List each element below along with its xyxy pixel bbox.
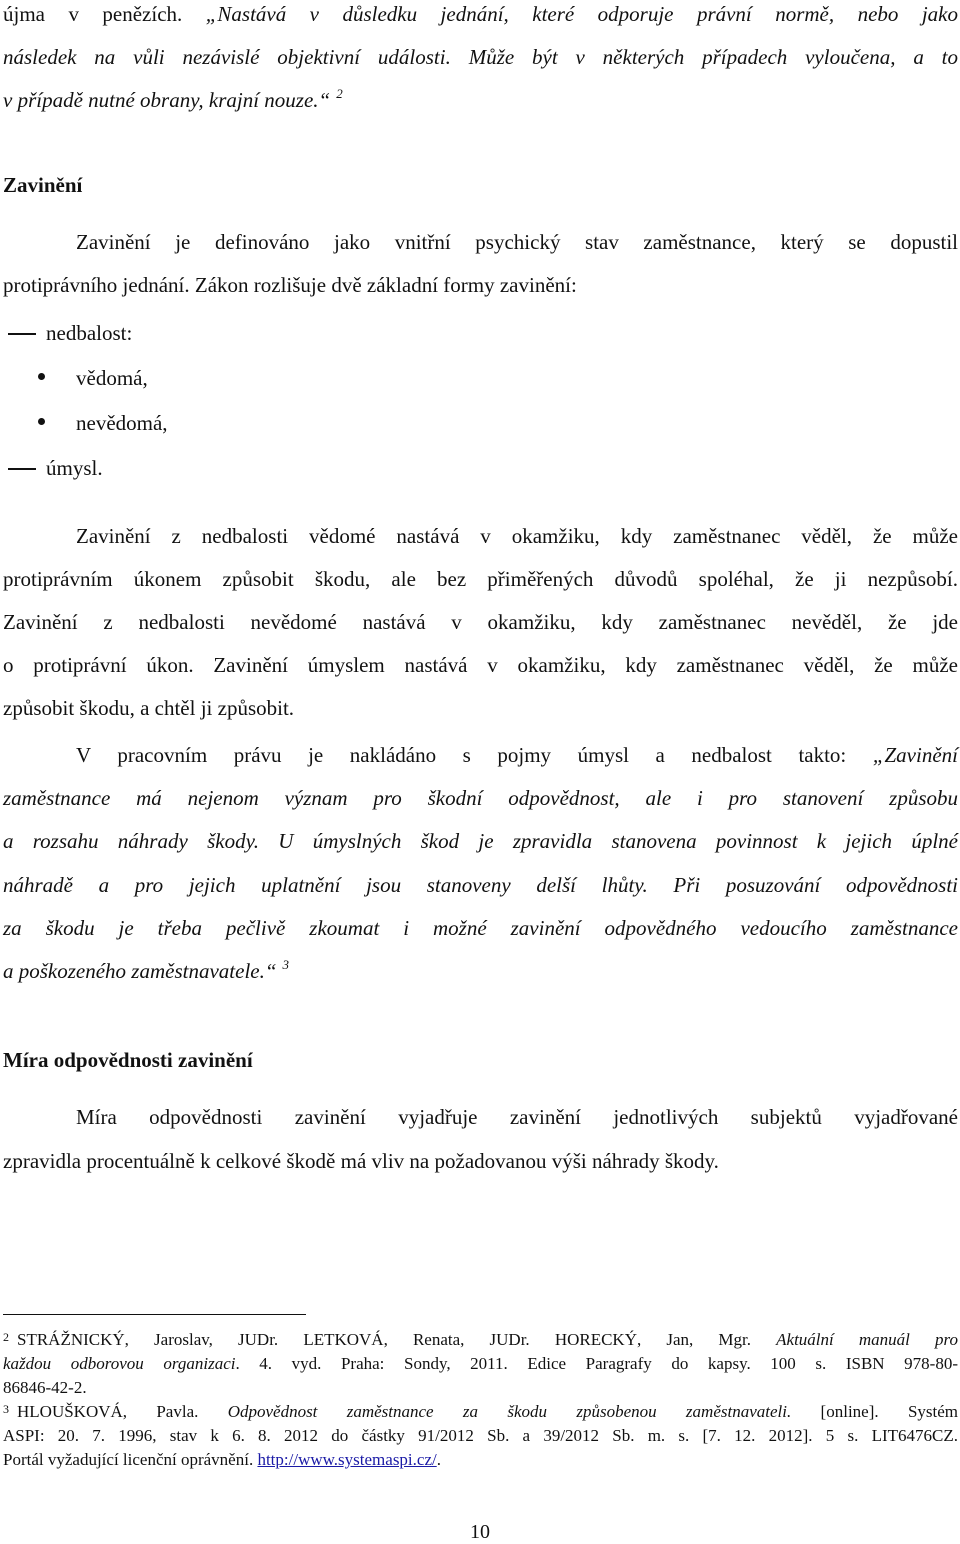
paragraph-2-line-5: způsobit škodu, a chtěl ji způsobit. xyxy=(3,696,295,720)
list-dash-marker xyxy=(8,333,36,335)
section-heading-zavineni: Zavinění xyxy=(3,173,83,197)
intro-line-2: následek na vůli nezávislé objektivní události. Může být v některých případech vyloučena, a to xyxy=(3,45,958,69)
bullet-marker xyxy=(38,418,45,425)
footnote-3-line-2: ASPI: 20. 7. 1996, stav k 6. 8. 2012 do částky 91/2012 Sb. a 39/2012 Sb. m. s. [7. 12. 2012]. 5 s. LIT6476CZ. xyxy=(3,1426,958,1445)
footnote-ref-2: 2 xyxy=(336,86,343,101)
footnote-separator xyxy=(3,1314,306,1315)
paragraph-2-line-2: protiprávním úkonem způsobit škodu, ale bez přiměřených důvodů spoléhal, že ji nezpůsobí. xyxy=(3,567,958,591)
intro-line-3: v případě nutné obrany, krajní nouze.“ $^2$ xyxy=(3,86,343,112)
paragraph-3-line-1: V pracovním právu je nakládáno s pojmy úmysl a nedbalost takto: „Zavinění xyxy=(76,743,958,767)
paragraph-2-line-3: Zavinění z nedbalosti nevědomé nastává v okamžiku, kdy zaměstnanec nevěděl, že jde xyxy=(3,610,958,634)
bullet-marker xyxy=(38,373,45,380)
paragraph-3-line-2: zaměstnance má nejenom význam pro škodní odpovědnost, ale i pro stanovení způsobu xyxy=(3,786,958,810)
footnote-2-line-3: 86846-42-2. xyxy=(3,1378,87,1397)
footnote-2-line-2: každou odborovou organizaci. 4. vyd. Praha: Sondy, 2011. Edice Paragrafy do kapsy. 100 s. ISBN 978-80- xyxy=(3,1354,958,1373)
footnote-ref-3: 3 xyxy=(282,957,290,972)
page-number: 10 xyxy=(470,1521,490,1543)
paragraph-3-line-6: a poškozeného zaměstnavatele.“ $^3$ xyxy=(3,957,290,983)
systemaspi-link[interactable]: http://www.systemaspi.cz/ xyxy=(257,1450,437,1469)
footnote-3-line-3: Portál vyžadující licenční oprávnění. http://www.systemaspi.cz/. xyxy=(3,1450,441,1469)
paragraph-1-line-2: protiprávního jednání. Zákon rozlišuje dvě základní formy zavinění: xyxy=(3,273,577,297)
paragraph-3-line-3: a rozsahu náhrady škody. U úmyslných škod je zpravidla stanovena povinnost k jejich úplné xyxy=(3,829,958,853)
paragraph-3-line-4: náhradě a pro jejich uplatnění jsou stanoveny delší lhůty. Při posuzování odpovědnosti xyxy=(3,873,958,897)
paragraph-1-line-1: Zavinění je definováno jako vnitřní psychický stav zaměstnance, který se dopustil xyxy=(76,230,958,254)
list-item-umysl: úmysl. xyxy=(46,456,103,480)
paragraph-2-line-1: Zavinění z nedbalosti vědomé nastává v okamžiku, kdy zaměstnanec věděl, že může xyxy=(76,524,958,548)
footnote-3-line-1: $^3$ HLOUŠKOVÁ, Pavla. Odpovědnost zaměstnance za škodu způsobenou zaměstnavateli. [online]. Systém xyxy=(3,1402,959,1421)
section-heading-mira-odpovednosti: Míra odpovědnosti zavinění xyxy=(3,1048,253,1072)
paragraph-2-line-4: o protiprávní úkon. Zavinění úmyslem nastává v okamžiku, kdy zaměstnanec věděl, že může xyxy=(3,653,958,677)
list-dash-marker xyxy=(8,468,36,470)
footnote-2-line-1: $^2$ STRÁŽNICKÝ, Jaroslav, JUDr. LETKOVÁ, Renata, JUDr. HORECKÝ, Jan, Mgr. Aktuální manuál pro xyxy=(3,1330,958,1349)
intro-line-1: újma v penězích. „Nastává v důsledku jednání, které odporuje právní normě, nebo jako xyxy=(3,2,959,26)
list-subitem-nevedoma: nevědomá, xyxy=(76,411,168,435)
list-subitem-vedoma: vědomá, xyxy=(76,366,148,390)
paragraph-3-line-5: za škodu je třeba pečlivě zkoumat i možné zavinění odpovědného vedoucího zaměstnance xyxy=(3,916,958,940)
list-item-nedbalost: nedbalost: xyxy=(46,321,133,345)
paragraph-4-line-1: Míra odpovědnosti zavinění vyjadřuje zavinění jednotlivých subjektů vyjadřované xyxy=(76,1105,958,1129)
paragraph-4-line-2: zpravidla procentuálně k celkové škodě má vliv na požadovanou výši náhrady škody. xyxy=(3,1149,719,1173)
